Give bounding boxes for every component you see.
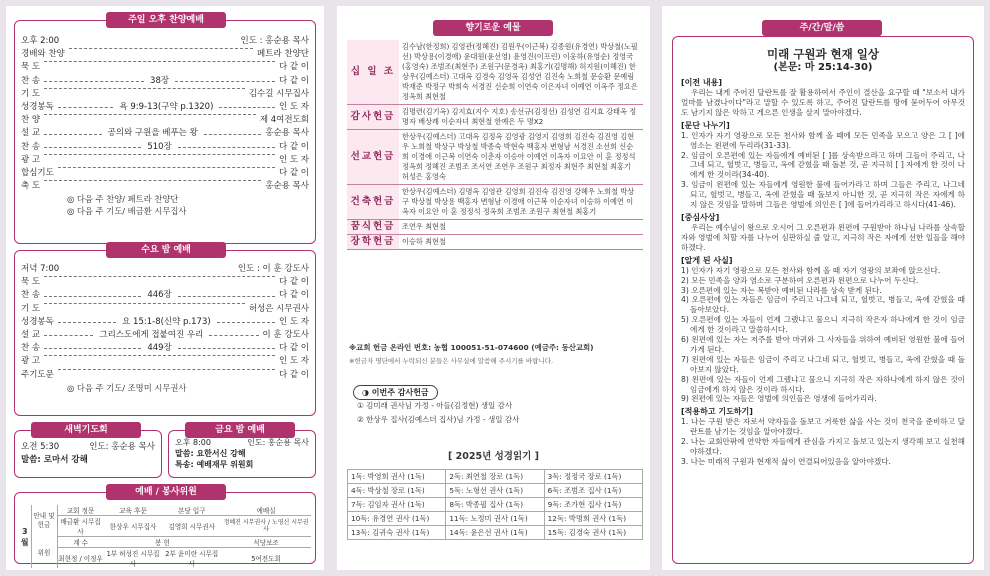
offering-row bbox=[347, 40, 643, 105]
order-item: 기 도 bbox=[21, 303, 41, 314]
order-row bbox=[21, 355, 309, 368]
wed-leader: 인도 : 이 훈 강도사 bbox=[237, 264, 309, 274]
order-detail: 446장 bbox=[40, 289, 279, 302]
sunday-pm-box bbox=[14, 15, 316, 244]
section-heading: [알게 된 사실] bbox=[681, 255, 733, 265]
servants-head: 본당 입구 bbox=[162, 505, 221, 516]
servants-side: 3 bbox=[21, 526, 28, 536]
servants-cell: 정혜진 시무권사 / 노영신 시무권사 bbox=[221, 516, 311, 537]
weekly-thanks-pill: ◑ 이번주 감사헌금 bbox=[353, 385, 438, 400]
order-person: 홍순용 목사 bbox=[265, 128, 309, 139]
order-item: 경배와 찬양 bbox=[21, 49, 65, 60]
order-row bbox=[21, 88, 309, 101]
weekly-item: ② 한상우 집사(김예스더 집사)님 가정 - 생일 감사 bbox=[357, 415, 520, 424]
order-item: 축 도 bbox=[21, 181, 41, 192]
paragraph-division bbox=[681, 131, 965, 210]
order-detail bbox=[54, 167, 279, 180]
sermon-item: 1. 나는 구원 받은 자로서 약자들을 돌보고 거룩한 삶을 사는 것이 천국을 준비하고 달란트를 남기는 것임을 알아야겠다. bbox=[681, 417, 965, 437]
servants-cell: 봉 헌 bbox=[104, 537, 221, 548]
order-detail: 38장 bbox=[40, 75, 279, 88]
servants-title: 예배 / 봉사위원 bbox=[106, 484, 226, 500]
order-person: 인 도 자 bbox=[278, 316, 309, 327]
sunday-pm-leader: 인도 : 홍순용 목사 bbox=[240, 36, 309, 46]
sermon-item: 2. 나는 교회안팎에 연약한 자들에게 관심을 가지고 돌보고 있는지 생각해 보고 실천해야하겠다. bbox=[681, 437, 965, 457]
servants-cell: 계 수 bbox=[57, 537, 104, 548]
bible-row bbox=[348, 526, 643, 540]
sermon-subtitle: (본문: 마 25:14-30) bbox=[773, 62, 873, 73]
order-person: 페트라 찬양단 bbox=[257, 49, 309, 60]
order-row bbox=[21, 369, 309, 382]
order-item: 광 고 bbox=[21, 154, 41, 165]
sermon-item: 1. 인자가 자기 영광으로 모든 천사와 함께 올 때에 모든 민족을 모으고 양은 그 [ ]에 염소는 왼편에 두리라(31-33). bbox=[681, 130, 965, 150]
dawn-title: 새벽기도회 bbox=[31, 422, 141, 438]
order-row bbox=[21, 342, 309, 355]
weekly-thanks bbox=[353, 380, 438, 400]
central-idea: 우리는 예수님이 왕으로 오시어 그 오른편과 왼편에 구원받아 하나님 나라를 상속할 자와 영벌에 처할 자를 나누어 심판하실 줄 알고, 지극히 작은 자에게 선한 일들을 해야 하겠다. bbox=[681, 222, 965, 252]
offering-names: 한상우(김예스더) 고대옥 김정옥 김영광 김영지 김영희 김진숙 김진영 김현우 노희철 박상구 박상철 박종숙 박현숙 백홍자 변형남 서경진 소선희 신순희 이경애 이근복 이연숙 이춘자 이승아 이예연 이옥자 이요안 이 훈 정정석 정옥희 정혜진 조범조 조서연 조연우 조원구 최정자 최현주 최현철 최홍기 허성은 홍영숙 bbox=[399, 130, 643, 185]
order-detail: 요 15:1-8(신약 p.173) bbox=[54, 316, 279, 329]
order-detail: 449장 bbox=[40, 342, 279, 355]
bible-cell: 13독: 김귀숙 권사 (1독) bbox=[348, 526, 446, 540]
section-heading: [문단 나누기] bbox=[681, 120, 730, 130]
order-row bbox=[21, 303, 309, 316]
order-person: 이 훈 강도사 bbox=[262, 330, 309, 341]
sermon-item: 9) 왼편에 있는 자들은 영벌에 의인들은 영생에 들어가리라. bbox=[681, 394, 877, 404]
offering-row bbox=[347, 220, 643, 235]
offering-category: 십 일 조 bbox=[347, 40, 399, 105]
servants-cell: 김영희 시무권사 bbox=[162, 516, 221, 537]
order-row bbox=[21, 127, 309, 140]
account-info: ※교회 헌금 온라인 번호: 농협 100051-51-074600 (예금주: 동산교회) bbox=[349, 343, 594, 352]
order-item: 기 도 bbox=[21, 88, 41, 99]
order-item: 주기도문 bbox=[21, 369, 54, 380]
order-detail: 그리스도에게 접붙여진 우리 bbox=[40, 329, 262, 342]
order-person: 다 같 이 bbox=[278, 141, 309, 152]
dawn-box bbox=[14, 425, 162, 478]
bible-title: [ 2025년 성경읽기 ] bbox=[448, 451, 539, 462]
section-heading: [적용하고 기도하기] bbox=[681, 407, 753, 417]
servants-head: 교육 후문 bbox=[104, 505, 163, 516]
order-detail bbox=[40, 276, 279, 289]
order-item: 찬 송 bbox=[21, 290, 41, 301]
order-row bbox=[21, 316, 309, 329]
order-person: 김수길 시무집사 bbox=[248, 88, 309, 99]
order-item: 찬 양 bbox=[21, 115, 41, 126]
order-row bbox=[21, 329, 309, 342]
servants-cell: 최현정 / 이정우 bbox=[58, 555, 103, 563]
offering-category: 감사헌금 bbox=[347, 105, 399, 130]
right-panel bbox=[662, 6, 984, 570]
sermon-item: 2. 임금이 오른편에 있는 자들에게 예비된 [ ]를 상속받으라고 하며 그들이 주리고, 나그네 되고, 헐벗고, 병들고, 옥에 갇혔을 때 돌본 것, 곧 지극히 [ ] 자에게 한 것이 나에게 한 것이라(34-40). bbox=[681, 150, 965, 180]
bible-cell: 7독: 김임자 권사 (1독) bbox=[348, 498, 446, 512]
bible-cell: 6독: 조범조 집사 (1독) bbox=[544, 484, 642, 498]
order-person: 다 같 이 bbox=[278, 75, 309, 86]
order-detail bbox=[40, 114, 260, 127]
friday-time: 오후 8:00 bbox=[175, 438, 211, 447]
sermon-item: 3. 나는 미래적 구원과 현재적 삶이 연결되어있음을 알아야겠다. bbox=[681, 457, 891, 466]
servants-cell: 식당보조 bbox=[221, 537, 311, 548]
order-item: 찬 송 bbox=[21, 75, 41, 86]
wed-box bbox=[14, 245, 316, 416]
order-person: 인 도 자 bbox=[278, 356, 309, 367]
bible-cell: 4독: 박상철 장로 (1독) bbox=[348, 484, 446, 498]
account-note: ※헌금자 명단에서 누락되신 분들은 사무실에 말씀해 주시기를 바랍니다. bbox=[349, 357, 554, 365]
order-row bbox=[21, 48, 309, 61]
left-panel bbox=[6, 6, 324, 570]
order-person: 홍순용 목사 bbox=[265, 181, 309, 192]
offering-category: 꿈식헌금 bbox=[347, 220, 399, 235]
order-detail bbox=[40, 355, 279, 368]
section-heading: [이전 내용] bbox=[681, 78, 723, 87]
offering-row bbox=[347, 185, 643, 220]
bible-cell: 1독: 박영희 권사 (1독) bbox=[348, 470, 446, 484]
section-heading: [중심사상] bbox=[681, 212, 720, 222]
order-detail bbox=[40, 180, 265, 193]
order-person: 다 같 이 bbox=[278, 62, 309, 73]
dawn-word: 말씀: 로마서 강해 bbox=[21, 455, 88, 466]
order-row bbox=[21, 141, 309, 154]
learned-facts bbox=[681, 266, 965, 405]
offering-title: 향기로운 예물 bbox=[433, 20, 553, 36]
sermon-item: 4) 오른편에 있는 자들은 임금이 주리고 나그네 되고, 헐벗고, 병들고, 옥에 갇혔을 때 돌아보았다. bbox=[681, 295, 965, 315]
sermon-box bbox=[672, 36, 974, 564]
order-person: 다 같 이 bbox=[278, 290, 309, 301]
order-detail bbox=[40, 303, 249, 316]
offering-names: 조연우 최현철 bbox=[399, 220, 643, 235]
friday-special: 특송: 예배재무 위원회 bbox=[175, 460, 254, 469]
bible-cell: 14독: 윤은선 권사 (1독) bbox=[446, 526, 544, 540]
offering-table bbox=[347, 40, 643, 250]
bible-row bbox=[348, 512, 643, 526]
sermon-item: 5) 오른편에 있는 자들이 언제 그랬냐고 물으니 지극히 작은자 하나에게 한 것이 임금에게 한 것이라고 말씀하시다. bbox=[681, 315, 965, 335]
order-detail bbox=[54, 369, 279, 382]
sermon-item: 7) 왼편에 있는 자들은 임금이 주리고 나그네 되고, 헐벗고, 병들고, 옥에 갇혔을 때 돌아보지 않았다. bbox=[681, 354, 965, 374]
servants-head: 교회 정문 bbox=[57, 505, 104, 516]
order-detail: 욕 9:9-13(구약 p.1320) bbox=[54, 101, 279, 114]
previous-content: 우리는 내게 주어진 달란트를 잘 활용하여서 주인이 결산을 요구할 때 "보소서 내가 얼마를 남겼나이다"라고 말할 수 있도록 하고, 주어진 달란트를 땅에 묻어두어 아무것도 남기지 않은 악하고 게으른 인생을 살지 말아야겠다. bbox=[681, 88, 965, 117]
order-item: 성경봉독 bbox=[21, 102, 54, 113]
bible-cell: 12독: 박명희 권사 (1독) bbox=[544, 512, 642, 526]
sunday-pm-order bbox=[21, 48, 309, 193]
bible-row bbox=[348, 498, 643, 512]
bible-cell: 8독: 박종필 집사 (1독) bbox=[446, 498, 544, 512]
servants-table bbox=[19, 505, 311, 568]
order-item: 찬 송 bbox=[21, 141, 41, 152]
servants-side: 월 bbox=[20, 537, 29, 547]
sermon-item: 2) 모든 민족을 양과 염소로 구분하여 오른편과 왼편으로 나누어 두신다. bbox=[681, 275, 919, 285]
sermon-item: 6) 왼편에 있는 자는 저주를 받아 마귀와 그 사자들을 위하여 예비된 영원한 불에 들어가게 된다. bbox=[681, 335, 965, 354]
bible-cell: 10독: 유경연 권사 (1독) bbox=[348, 512, 446, 526]
friday-word: 말씀: 요한서신 강해 bbox=[175, 449, 246, 458]
order-row bbox=[21, 289, 309, 302]
order-row bbox=[21, 61, 309, 74]
bible-row bbox=[348, 484, 643, 498]
wed-note: ◎ 다음 주 기도/ 조명미 시무권사 bbox=[67, 382, 187, 393]
servants-cell: 한상우 시무집사 bbox=[104, 516, 163, 537]
offering-names: 한상우(김예스더) 김명옥 김영관 김영희 김진숙 김진영 강혜우 노희철 박상구 박상철 박상용 백홍자 변형남 이경애 이근복 이순자녀 이승하 이예연 이옥자 이요안 이 훈 정정석 정옥희 조범조 조원구 최현철 최홍기 bbox=[399, 185, 643, 220]
order-detail bbox=[40, 154, 279, 167]
order-row bbox=[21, 114, 309, 127]
offering-names: 김명련(김기옥) 김지효(지수 지호) 송선규(김정선) 김성연 김지효 강태옥 정명자 배상례 이순자녀 최현철 한예은 두 명X2 bbox=[399, 105, 643, 130]
offering-names: 이승하 최현철 bbox=[399, 235, 643, 250]
sermon-item: 3. 임금이 왼편에 있는 자들에게 영원한 불에 들어가라고 하며 그들은 주리고, 나그네 되고, 헐벗고, 병들고, 옥에 갇혔을 때 돌보지 아니한 것, 곧 지극히 작은 자에게 하지 않은 것임을 말하며 그들은 영벌에 의인은 [ ]에 들어가리라고 하시다(41-46). bbox=[681, 180, 965, 210]
offering-names: 김수남(한정희) 김영관(정혜진) 김원우(이근복) 김종원(유경연) 박상철(노필선) 박상용(이경애) 윤대원(윤선영) 윤영진(이프린) 이웅하(유영순) 정영국(홍영숙) 조범조(최현주) 조원구(문경옥) 최홍기(김명해) 허지원(이혜진) 한상우(김예스더) 고대옥 김경숙 김영옥 김성연 김진숙 노희철 문승환 문예림 박재준 박정구 박희숙 서경진 신순희 이연숙 이은자녀 이예연 이옥주 정요은 정옥희 최현철 bbox=[399, 40, 643, 105]
servants-cell: 2부 윤미란 시무집사 bbox=[165, 550, 219, 568]
bible-cell: 5독: 노형선 권사 (1독) bbox=[446, 484, 544, 498]
sermon-item: 1) 인자가 자기 영광으로 모든 천사와 함께 올 때 자기 영광의 보좌에 앉으신다. bbox=[681, 265, 941, 275]
order-person: 다 같 이 bbox=[278, 343, 309, 354]
sunday-pm-note: ◎ 다음 주 기도/ 배금환 시무집사 bbox=[67, 206, 187, 217]
order-item: 광 고 bbox=[21, 356, 41, 367]
order-detail: 510장 bbox=[40, 141, 279, 154]
order-item: 설 교 bbox=[21, 128, 41, 139]
bible-row bbox=[348, 470, 643, 484]
order-item: 설 교 bbox=[21, 330, 41, 341]
dawn-time: 오전 5:30 bbox=[21, 442, 60, 452]
offering-category: 선교헌금 bbox=[347, 130, 399, 185]
order-person: 다 같 이 bbox=[278, 277, 309, 288]
sermon-item: 8) 왼편에 있는 자들이 언제 그랬냐고 물으니 지극히 작은 자하나에게 하지 않은 것이 임금에게 하지 않은 것이라 하시다. bbox=[681, 374, 965, 394]
servants-cell: 배금환 시무집사 bbox=[57, 516, 104, 537]
order-row bbox=[21, 167, 309, 180]
friday-leader: 인도: 홍순용 목사 bbox=[247, 438, 309, 447]
sermon-header: 주/간/말/씀 bbox=[762, 20, 882, 36]
offering-row bbox=[347, 235, 643, 250]
servants-box bbox=[14, 487, 316, 568]
sunday-pm-note: ◎ 다음 주 찬양/ 페트라 찬양단 bbox=[67, 194, 179, 205]
offering-row bbox=[347, 105, 643, 130]
order-person: 제 4여전도회 bbox=[259, 115, 309, 126]
bible-cell: 2독: 최연철 장로 (1독) bbox=[446, 470, 544, 484]
sunday-pm-title: 주일 오후 찬양예배 bbox=[106, 12, 226, 28]
order-detail bbox=[40, 88, 249, 101]
servants-label: 위원 bbox=[31, 537, 57, 569]
offering-row bbox=[347, 130, 643, 185]
servants-label: 안내 및 헌금 bbox=[31, 505, 57, 537]
order-person: 인 도 자 bbox=[278, 154, 309, 165]
servants-cell: 5여전도회 bbox=[251, 555, 281, 563]
order-row bbox=[21, 75, 309, 88]
order-item: 묵 도 bbox=[21, 62, 41, 73]
sunday-pm-time: 오후 2:00 bbox=[21, 36, 60, 46]
order-person: 다 같 이 bbox=[278, 168, 309, 179]
order-row bbox=[21, 154, 309, 167]
sermon-item: 3) 오른편에 있는 자는 복받아 예비된 나라를 상속 받게 된다. bbox=[681, 285, 882, 295]
order-item: 합심기도 bbox=[21, 168, 54, 179]
order-person: 다 같 이 bbox=[278, 369, 309, 380]
weekly-item: ① 김미래 권사님 가정 - 아들(김정현) 생일 감사 bbox=[357, 401, 513, 410]
dawn-leader: 인도: 홍순용 목사 bbox=[89, 442, 155, 452]
wed-title: 수요 밤 예배 bbox=[106, 242, 226, 258]
order-row bbox=[21, 101, 309, 114]
bible-cell: 11독: 노정미 권사 (1독) bbox=[446, 512, 544, 526]
wed-time: 저녁 7:00 bbox=[21, 264, 60, 274]
sermon-title: 미래 구원과 현재 일상 bbox=[767, 47, 879, 61]
order-row bbox=[21, 180, 309, 193]
order-item: 성경봉독 bbox=[21, 316, 54, 327]
order-detail bbox=[65, 48, 257, 61]
bible-table bbox=[347, 469, 643, 540]
bible-cell: 3독: 정정국 장로 (1독) bbox=[544, 470, 642, 484]
bible-cell: 15독: 김경숙 권사 (1독) bbox=[544, 526, 642, 540]
servants-cell: 1부 허성진 시무집사 bbox=[106, 550, 160, 568]
servants-head: 예배실 bbox=[221, 505, 311, 516]
application-prayer bbox=[681, 417, 965, 467]
order-detail bbox=[40, 61, 279, 74]
offering-category: 장학헌금 bbox=[347, 235, 399, 250]
order-detail: 공의와 구원을 베푸는 왕 bbox=[40, 127, 265, 140]
middle-panel bbox=[337, 6, 650, 570]
bible-cell: 9독: 조가현 집사 (1독) bbox=[544, 498, 642, 512]
order-person: 허성은 시무권사 bbox=[248, 303, 309, 314]
order-item: 찬 송 bbox=[21, 343, 41, 354]
offering-category: 건축헌금 bbox=[347, 185, 399, 220]
order-row bbox=[21, 276, 309, 289]
friday-title: 금요 밤 예배 bbox=[185, 422, 295, 438]
order-item: 묵 도 bbox=[21, 277, 41, 288]
friday-box bbox=[168, 425, 316, 478]
wed-order bbox=[21, 276, 309, 382]
order-person: 인 도 자 bbox=[278, 102, 309, 113]
